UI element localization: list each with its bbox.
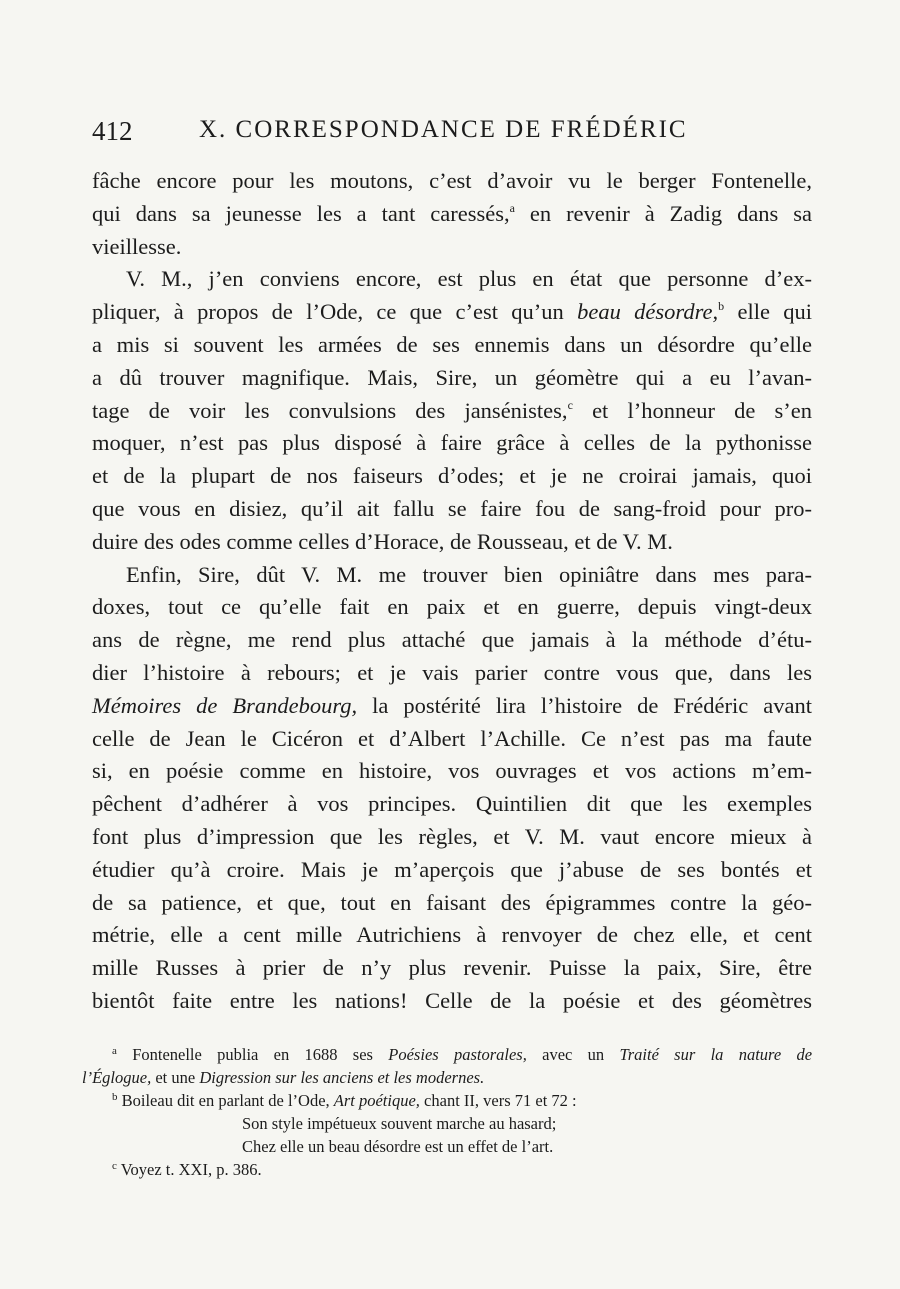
text-line: Mémoires de Brandebourg, la postérité lira l’histoire de Frédéric avant — [92, 692, 812, 718]
footnote-ref-b: b — [718, 299, 725, 314]
text-line: pêchent d’adhérer à vos principes. Quintilien dit que les exemples — [92, 791, 812, 817]
text-line: dier l’histoire à rebours; et je vais parier contre vous que, dans les — [92, 659, 812, 685]
text-line: métrie, elle a cent mille Autrichiens à renvoyer de chez elle, et cent — [92, 922, 812, 948]
text-line: celle de Jean le Cicéron et d’Albert l’Achille. Ce n’est pas ma faute — [92, 725, 812, 751]
page-header — [92, 116, 812, 150]
text-line: fâche encore pour les moutons, c’est d’avoir vu le berger Fontenelle, — [92, 168, 812, 193]
text-line: pliquer, à propos de l’Ode, ce que c’est qu’un beau désordre,$^b$ elle qui — [92, 299, 813, 325]
text-line: tage de voir les convulsions des jansénistes,$^c$ et l’honneur de s’en — [92, 397, 812, 423]
running-title: X. CORRESPONDANCE DE FRÉDÉRIC — [199, 116, 688, 143]
text-line: a mis si souvent les armées de ses ennemis dans un désordre qu’elle — [92, 331, 812, 357]
text-line: et de la plupart de nos faiseurs d’odes; et je ne croirai jamais, quoi — [92, 463, 812, 489]
text-line: que vous en disiez, qu’il ait fallu se faire fou de sang-froid pour pro- — [92, 495, 812, 521]
text-line: font plus d’impression que les règles, et V. M. vaut encore mieux à — [92, 823, 812, 849]
footnote-ref-a: a — [509, 200, 515, 215]
text-line: bientôt faite entre les nations! Celle de la poésie et des géomètres — [92, 987, 812, 1013]
footnote-b-verse-2: Chez elle un beau désordre est un effet de l’art. — [242, 1137, 554, 1156]
footnote-b-verse-1: Son style impétueux souvent marche au hasard; — [242, 1114, 557, 1133]
footnote-a-cont: l’Églogue, et une Digression sur les anciens et les modernes. — [82, 1068, 485, 1087]
text-line: ans de règne, me rend plus attaché que jamais à la méthode d’étu- — [92, 627, 812, 653]
text-line: Enfin, Sire, dût V. M. me trouver bien opiniâtre dans mes para- — [126, 561, 812, 587]
text-line: de sa patience, et que, tout en faisant des épigrammes contre la géo- — [92, 889, 812, 915]
footnote-ref-c: c — [567, 397, 573, 412]
text-line: si, en poésie comme en histoire, vos ouvrages et vos actions m’em- — [92, 758, 812, 784]
text-line: vieillesse. — [92, 233, 182, 259]
text-line: V. M., j’en conviens encore, est plus en état que personne d’ex- — [126, 266, 812, 292]
main-text — [92, 165, 812, 1018]
text-line: a dû trouver magnifique. Mais, Sire, un géomètre qui a eu l’avan- — [92, 364, 812, 390]
page-number: 412 — [92, 116, 133, 146]
text-line: qui dans sa jeunesse les a tant caressés,$^a$ en revenir à Zadig dans sa — [92, 200, 813, 226]
text-line: étudier qu’à croire. Mais je m’aperçois que j’abuse de ses bontés et — [92, 856, 812, 882]
text-line: moquer, n’est pas plus disposé à faire grâce à celles de la pythonisse — [92, 430, 812, 456]
footnote-a: $^a$ Fontenelle publia en 1688 ses Poésies pastorales, avec un Traité sur la nature de — [112, 1045, 813, 1064]
text-line: duire des odes comme celles d’Horace, de Rousseau, et de V. M. — [92, 528, 673, 554]
text-line: doxes, tout ce qu’elle fait en paix et en guerre, depuis vingt-deux — [92, 594, 812, 620]
footnote-c: $^c$ Voyez t. XXI, p. 386. — [112, 1160, 262, 1179]
text-line: mille Russes à prier de n’y plus revenir. Puisse la paix, Sire, être — [92, 955, 812, 981]
footnote-b: $^b$ Boileau dit en parlant de l’Ode, Art poétique, chant II, vers 71 et 72 : — [112, 1091, 577, 1110]
footnotes — [82, 1043, 812, 1181]
